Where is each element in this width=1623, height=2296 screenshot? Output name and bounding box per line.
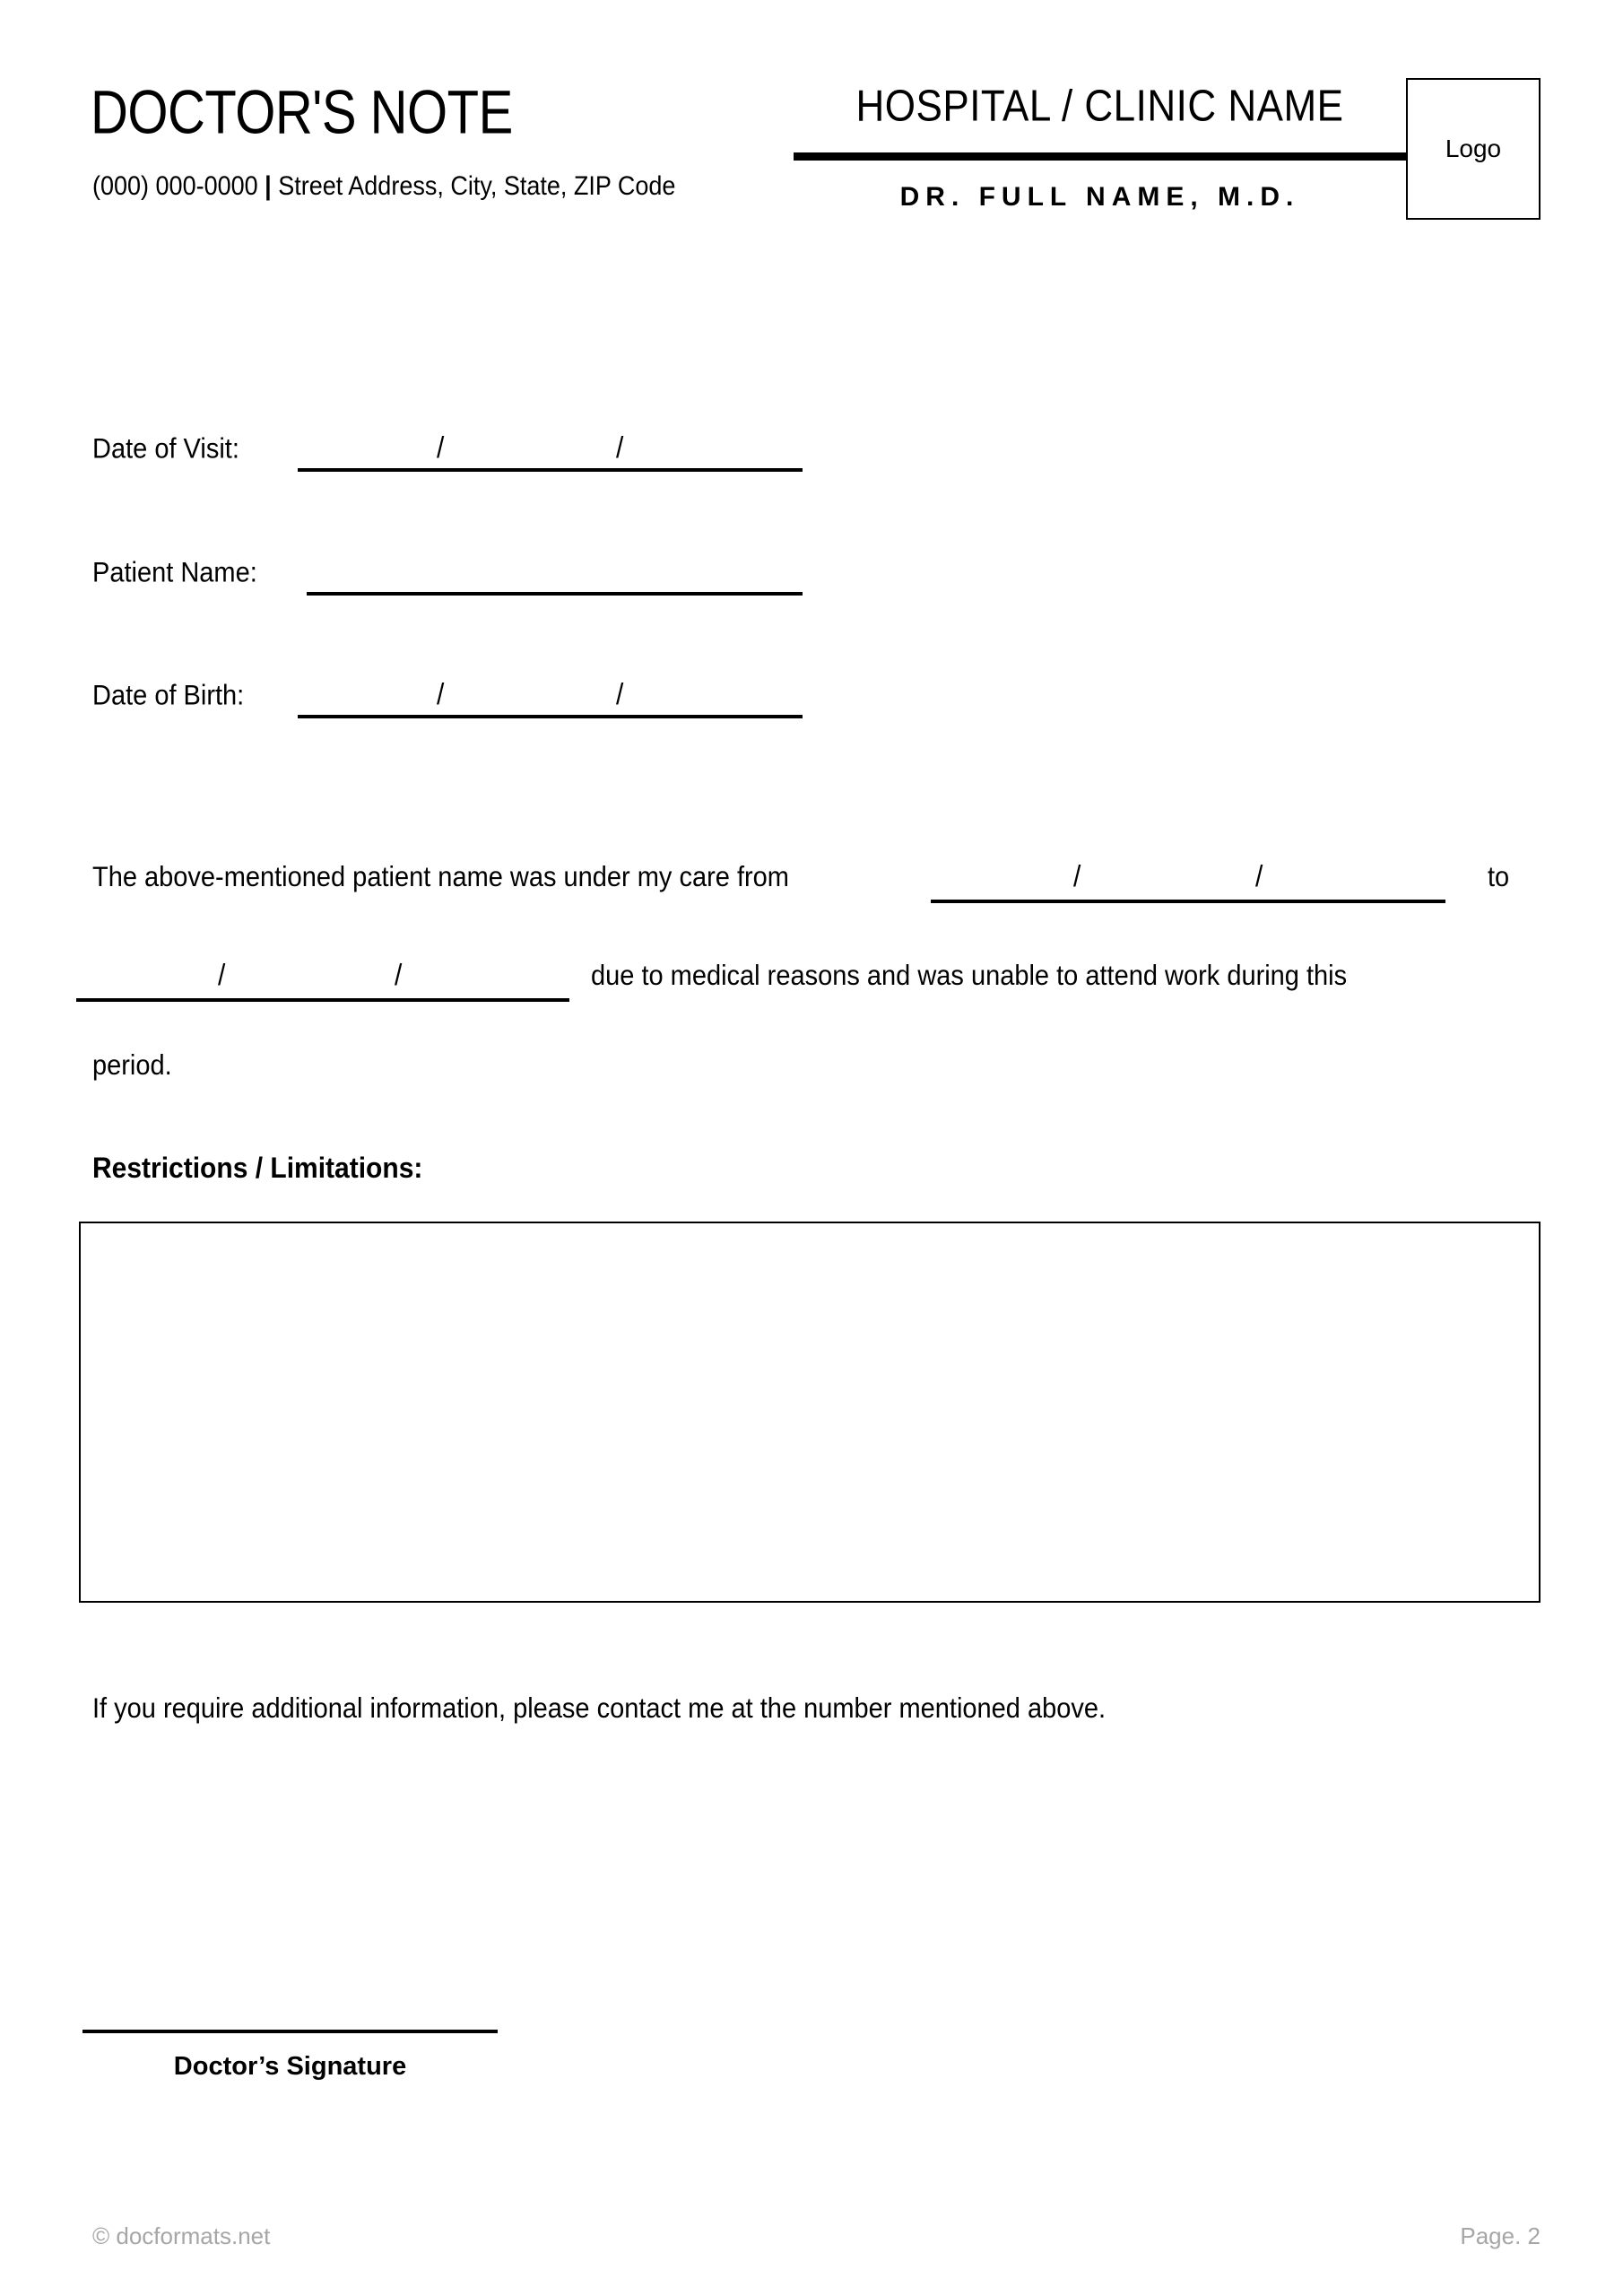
care-to-date-input[interactable] [76, 998, 569, 1002]
field-date-of-birth [92, 680, 245, 712]
date-of-birth-slash-2: / [616, 677, 624, 711]
care-statement-line1-suffix: to [1488, 861, 1510, 893]
date-of-birth-input[interactable] [298, 715, 803, 718]
contact-note: If you require additional information, please contact me at the number mentioned above. [92, 1692, 1107, 1725]
restrictions-textarea[interactable] [79, 1222, 1541, 1603]
clinic-name: HOSPITAL / CLINIC NAME [855, 81, 1344, 131]
logo-placeholder-label: Logo [1445, 135, 1502, 162]
signature-label: Doctor’s Signature [173, 2052, 407, 2081]
care-statement-line1-prefix: The above-mentioned patient name was under my care from [92, 861, 789, 893]
date-of-birth-slash-1: / [437, 677, 445, 711]
clinic-phone: (000) 000-0000 [92, 170, 258, 201]
field-patient-name [92, 557, 257, 589]
patient-name-label: Patient Name: [92, 557, 257, 589]
date-of-visit-slash-1: / [437, 430, 445, 465]
care-statement-line3: period. [92, 1049, 172, 1082]
logo-placeholder-box [1406, 78, 1541, 220]
footer-copyright: © docformats.net [92, 2222, 271, 2249]
date-of-birth-label: Date of Birth: [92, 680, 245, 712]
date-of-visit-input[interactable] [298, 468, 803, 472]
patient-name-input[interactable] [307, 592, 803, 596]
clinic-address: Street Address, City, State, ZIP Code [278, 170, 676, 201]
care-to-slash-2: / [395, 958, 403, 992]
contact-line [92, 172, 675, 201]
date-of-visit-slash-2: / [616, 430, 624, 465]
field-date-of-visit [92, 433, 239, 465]
care-from-slash-2: / [1255, 859, 1263, 893]
care-from-date-input[interactable] [931, 900, 1445, 903]
contact-separator: | [265, 170, 272, 201]
footer-page-number: Page. 2 [1460, 2222, 1541, 2249]
page-title: DOCTOR'S NOTE [91, 78, 513, 147]
restrictions-heading: Restrictions / Limitations: [92, 1152, 423, 1185]
care-statement-line2-suffix: due to medical reasons and was unable to attend work during this [591, 960, 1348, 992]
document-header [0, 0, 1623, 242]
header-divider [794, 152, 1408, 161]
care-from-slash-1: / [1073, 859, 1081, 893]
date-of-visit-label: Date of Visit: [92, 433, 239, 465]
signature-input[interactable] [82, 2030, 498, 2033]
doctor-name: DR. FULL NAME, M.D. [899, 182, 1300, 212]
document-footer [0, 2224, 1623, 2260]
care-to-slash-1: / [218, 958, 226, 992]
